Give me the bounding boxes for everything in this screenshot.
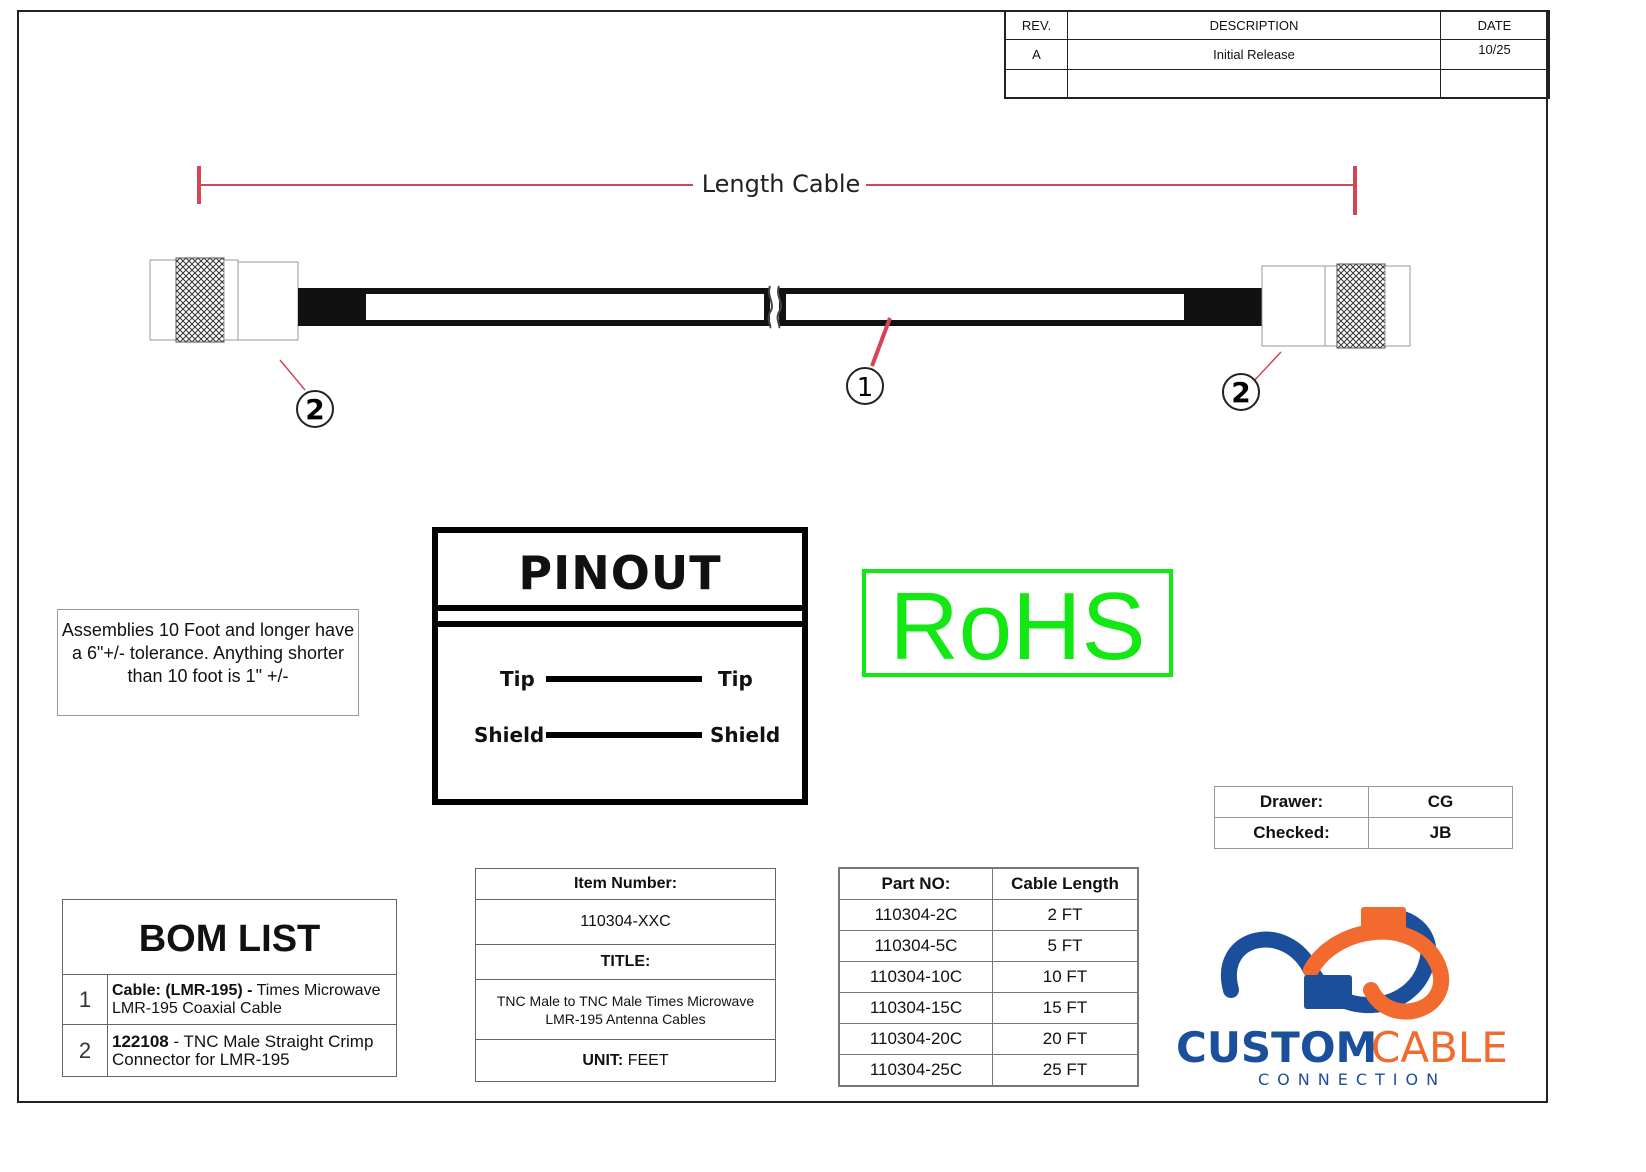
- rev-header: REV.: [1005, 11, 1068, 40]
- part-number: 110304-20C: [839, 1024, 993, 1055]
- bom-title: BOM LIST: [63, 900, 397, 975]
- signoff-table: [1214, 786, 1513, 849]
- leader-line: [280, 360, 305, 390]
- company-logo: [1176, 895, 1542, 1090]
- connector-icon: [1304, 975, 1352, 1009]
- bom-item-text: - TNC Male Straight Crimp Connector for LMR-195: [112, 1031, 374, 1069]
- cable-length: 2 FT: [993, 900, 1139, 931]
- part-number: 110304-15C: [839, 993, 993, 1024]
- balloon-2-left: [297, 391, 333, 427]
- svg-text:2: 2: [1231, 376, 1251, 409]
- balloon-1: [847, 368, 883, 404]
- pinout-box: [432, 527, 808, 805]
- bom-item-text: Times Microwave LMR-195 Coaxial Cable: [112, 981, 381, 1017]
- date-cell: 10/25: [1441, 40, 1550, 70]
- title-label: TITLE:: [476, 945, 776, 980]
- pin-left-tip: Tip: [500, 667, 535, 691]
- logo-word-custom: CUSTOM: [1176, 1023, 1378, 1072]
- parts-table: [838, 867, 1139, 1087]
- description-cell: Initial Release: [1068, 40, 1441, 70]
- bom-item-description: [108, 1025, 397, 1077]
- item-number-label: Item Number:: [476, 869, 776, 900]
- pin-right-tip: Tip: [718, 667, 753, 691]
- leader-line: [1252, 352, 1281, 383]
- bom-item-number: 1: [63, 975, 108, 1025]
- drawer-label: Drawer:: [1215, 787, 1369, 818]
- logo-word-cable: CABLE: [1371, 1023, 1508, 1072]
- pin-right-shield: Shield: [710, 723, 781, 747]
- rev-cell: A: [1005, 40, 1068, 70]
- cable-length: 5 FT: [993, 931, 1139, 962]
- pinout-title: PINOUT: [438, 533, 802, 611]
- balloon-2-right: [1223, 374, 1259, 410]
- length-cable-label: Length Cable: [701, 170, 861, 198]
- part-number: 110304-5C: [839, 931, 993, 962]
- cable-body: [298, 286, 1262, 328]
- bom-item-part: Cable: (LMR-195) -: [112, 981, 253, 999]
- checked-value: JB: [1369, 818, 1513, 849]
- pin-wire-shield: [546, 732, 702, 738]
- unit-row: [476, 1040, 776, 1082]
- part-number: 110304-25C: [839, 1055, 993, 1087]
- bom-item-part: 122108: [112, 1031, 169, 1051]
- title-value: TNC Male to TNC Male Times Microwave LMR-195 Antenna Cables: [476, 980, 776, 1040]
- svg-text:2: 2: [305, 393, 325, 426]
- item-table: [475, 868, 776, 1082]
- connector-icon: [1361, 907, 1406, 939]
- right-connector: [1262, 264, 1410, 348]
- logo-word-connection: CONNECTION: [1258, 1070, 1447, 1089]
- pin-wire-tip: [546, 676, 702, 682]
- cable-length: 25 FT: [993, 1055, 1139, 1087]
- pin-left-shield: Shield: [474, 723, 545, 747]
- cable-length-header: Cable Length: [993, 868, 1139, 900]
- date-header: DATE: [1441, 11, 1550, 40]
- cable-length: 15 FT: [993, 993, 1139, 1024]
- cable-drawing: [0, 0, 1646, 460]
- item-number-value: 110304-XXC: [476, 900, 776, 945]
- cable-length: 20 FT: [993, 1024, 1139, 1055]
- drawer-value: CG: [1369, 787, 1513, 818]
- svg-text:1: 1: [856, 373, 874, 403]
- description-header: DESCRIPTION: [1068, 11, 1441, 40]
- unit-value: FEET: [627, 1051, 669, 1069]
- bom-item-number: 2: [63, 1025, 108, 1077]
- cable-length: 10 FT: [993, 962, 1139, 993]
- unit-label: UNIT:: [582, 1051, 624, 1069]
- tolerance-note: Assemblies 10 Foot and longer have a 6"+/- tolerance. Anything shorter than 10 foot is 1" +/-: [57, 609, 359, 716]
- bom-item-description: [108, 975, 397, 1025]
- part-number: 110304-10C: [839, 962, 993, 993]
- left-connector: [150, 258, 298, 342]
- bom-table: [62, 899, 397, 1077]
- pinout-divider: [438, 611, 802, 627]
- rohs-mark: RoHS: [862, 569, 1173, 677]
- checked-label: Checked:: [1215, 818, 1369, 849]
- part-number: 110304-2C: [839, 900, 993, 931]
- part-no-header: Part NO:: [839, 868, 993, 900]
